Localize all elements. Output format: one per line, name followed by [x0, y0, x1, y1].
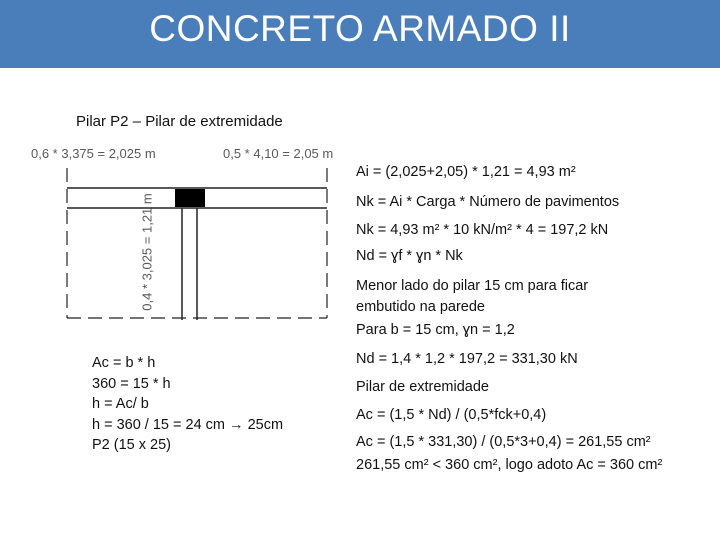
pillar-type-line: Pilar de extremidade — [356, 379, 489, 395]
note-line-2: embutido na parede — [356, 299, 485, 315]
note-line-1: Menor lado do pilar 15 cm para ficar — [356, 278, 589, 294]
beam-vertical — [182, 208, 197, 320]
section-line-4: h = 360 / 15 = 24 cm → 25cm — [92, 416, 284, 433]
dimension-vertical-label: 0,4 * 3,025 = 1,21 m — [139, 193, 155, 311]
ac-calc-line: Ac = (1,5 * 331,30) / (0,5*3+0,4) = 261,55 cm² — [356, 434, 651, 450]
section-line-2: 360 = 15 * h — [92, 375, 171, 392]
nk-formula-line: Nk = Ai * Carga * Número de pavimentos — [356, 194, 620, 210]
nk-calc-line: Nk = 4,93 m² * 10 kN/m² * 4 = 197,2 kN — [356, 222, 609, 238]
dimension-left-label: 0,6 * 3,375 = 2,025 m — [31, 146, 156, 161]
section-line-5: P2 (15 x 25) — [92, 437, 171, 453]
nd-formula-line: Nd = ɣf * ɣn * Nk — [356, 248, 463, 264]
nd-calc-line: Nd = 1,4 * 1,2 * 197,2 = 331,30 kN — [356, 351, 578, 367]
section-calc-block — [92, 353, 283, 456]
slide-title: CONCRETO ARMADO II — [149, 8, 571, 49]
ac-conclusion-line: 261,55 cm² < 360 cm², logo adoto Ac = 360 cm² — [356, 457, 663, 473]
area-calc-line: Ai = (2,025+2,05) * 1,21 = 4,93 m² — [356, 164, 576, 180]
pillar-p2 — [175, 189, 205, 207]
section-line-3: h = Ac/ b — [92, 396, 149, 412]
section-line-1: Ac = b * h — [92, 355, 156, 371]
diagram-subtitle: Pilar P2 – Pilar de extremidade — [76, 113, 283, 130]
note-line-3: Para b = 15 cm, ɣn = 1,2 — [356, 322, 515, 338]
dimension-right-label: 0,5 * 4,10 = 2,05 m — [223, 146, 334, 161]
ac-formula-line: Ac = (1,5 * Nd) / (0,5*fck+0,4) — [356, 407, 547, 423]
